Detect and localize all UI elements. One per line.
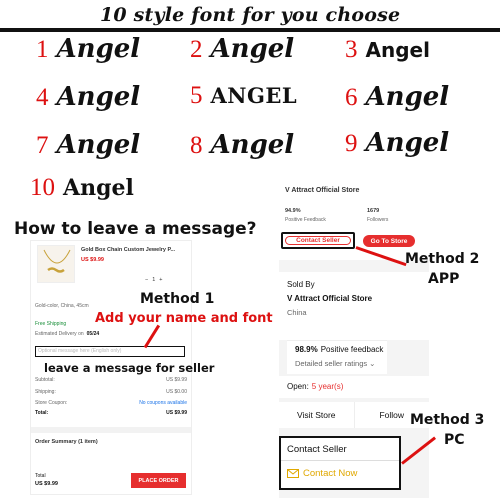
howto-title: How to leave a message? <box>14 219 257 239</box>
font-number: 5 <box>190 82 203 109</box>
open-value: 5 year(s) <box>311 382 344 391</box>
summary-total-value: US $9.99 <box>35 481 58 487</box>
font-sample-2 <box>190 34 294 64</box>
free-shipping: Free Shipping <box>35 321 67 327</box>
sold-by-name[interactable]: V Attract Official Store <box>287 294 373 303</box>
delivery-date: 05/24 <box>86 331 100 337</box>
font-name: ANGEL <box>210 83 298 108</box>
sold-by-card <box>279 272 429 340</box>
banner-title: 10 style font for you choose <box>100 4 401 26</box>
font-sample-7 <box>36 130 140 160</box>
coupon-value[interactable]: No coupons available <box>139 400 187 406</box>
sold-by-country: China <box>287 308 307 317</box>
font-number: 4 <box>36 84 49 111</box>
store-name[interactable]: V Attract Official Store <box>285 187 360 194</box>
font-sample-3 <box>345 36 430 64</box>
store-panel <box>279 180 429 498</box>
detailed-ratings-label: Detailed seller ratings <box>295 359 368 368</box>
font-number: 3 <box>345 36 358 63</box>
detailed-ratings[interactable] <box>295 359 375 368</box>
delivery-label: Estimated Delivery on <box>35 331 84 337</box>
store-actions <box>279 402 429 428</box>
divider <box>31 427 191 433</box>
font-sample-1 <box>36 34 140 64</box>
font-name: Angel <box>365 128 450 158</box>
font-name: Angel <box>210 34 295 64</box>
subtotal-label: Subtotal: <box>35 377 55 383</box>
contact-now-label: Contact Now <box>303 468 358 479</box>
subtotal-row <box>35 377 187 383</box>
leave-message-label: leave a message for seller <box>44 361 215 375</box>
minus-icon[interactable]: − <box>145 277 149 283</box>
font-name: Angel <box>210 130 295 160</box>
app-label: APP <box>428 271 460 287</box>
font-number: 10 <box>30 174 55 201</box>
envelope-icon <box>287 469 299 478</box>
contact-now-link[interactable] <box>287 468 357 479</box>
method2-label: Method 2 <box>405 251 480 267</box>
chevron-down-icon: ⌄ <box>369 359 376 368</box>
font-sample-9 <box>345 128 449 158</box>
method3-label: Method 3 <box>410 412 485 428</box>
open-row <box>279 376 429 398</box>
subtotal-value: US $9.99 <box>166 377 187 383</box>
font-sample-8 <box>190 130 294 160</box>
open-info <box>287 382 343 391</box>
sold-by-label: Sold By <box>287 280 315 289</box>
go-to-store-button[interactable]: Go To Store <box>363 235 415 247</box>
followers-label: Followers <box>367 217 389 223</box>
banner-underline <box>0 28 500 32</box>
font-number: 8 <box>190 132 203 159</box>
product-price: US $9.99 <box>81 257 104 263</box>
follow-button[interactable]: Follow <box>379 410 405 420</box>
contact-seller-button[interactable]: Contact Seller <box>285 236 351 245</box>
font-name: Angel <box>63 175 134 201</box>
store-header-card <box>279 180 429 260</box>
method1-label: Method 1 <box>140 291 215 307</box>
contact-now-box <box>279 436 401 490</box>
font-number: 9 <box>345 130 358 157</box>
font-sample-5 <box>190 82 297 110</box>
divider <box>281 460 399 461</box>
add-name-label: Add your name and font <box>95 311 273 326</box>
font-sample-4 <box>36 82 140 112</box>
order-summary-title: Order Summary (1 item) <box>35 439 98 445</box>
feedback-label: Positive Feedback <box>285 217 326 223</box>
variant-text: Gold-color, China, 45cm <box>35 303 89 309</box>
font-name: Angel <box>56 34 141 64</box>
place-order-button[interactable]: PLACE ORDER <box>131 473 186 488</box>
font-number: 7 <box>36 132 49 159</box>
font-sample-6 <box>345 82 449 112</box>
positive-feedback <box>295 345 383 354</box>
necklace-icon <box>38 246 76 284</box>
positive-label: Positive feedback <box>320 345 384 354</box>
ratings-box[interactable] <box>287 340 387 374</box>
feedback-pct: 94.9% <box>285 208 301 214</box>
font-sample-10 <box>30 174 134 202</box>
font-number: 6 <box>345 84 358 111</box>
banner <box>0 0 500 34</box>
font-name: Angel <box>365 82 450 112</box>
open-label: Open: <box>287 382 309 391</box>
coupon-row <box>35 400 187 406</box>
font-name: Angel <box>56 82 141 112</box>
positive-pct: 98.9% <box>295 345 318 354</box>
followers-count: 1679 <box>367 208 380 214</box>
contact-seller-pc-label: Contact Seller <box>287 444 347 455</box>
shipping-label: Shipping: <box>35 389 56 395</box>
font-number: 1 <box>36 36 49 63</box>
quantity-stepper[interactable] <box>145 277 163 283</box>
quantity-value: 1 <box>152 277 156 283</box>
total-label: Total: <box>35 410 49 416</box>
message-placeholder: Optional message here (English only) <box>38 348 122 354</box>
total-row <box>35 410 187 416</box>
total-value: US $9.99 <box>166 410 187 416</box>
product-title[interactable]: Gold Box Chain Custom Jewelry P... <box>81 247 176 253</box>
coupon-label: Store Coupon: <box>35 400 68 406</box>
shipping-row <box>35 389 187 395</box>
delivery-estimate <box>35 331 99 337</box>
font-number: 2 <box>190 36 203 63</box>
contact-seller-highlight <box>281 232 355 249</box>
font-name: Angel <box>365 38 430 62</box>
plus-icon[interactable]: + <box>159 277 163 283</box>
message-input[interactable] <box>35 346 185 357</box>
product-image <box>37 245 75 283</box>
shipping-value: US $0.00 <box>166 389 187 395</box>
summary-total-label: Total <box>35 473 46 479</box>
visit-store-button[interactable]: Visit Store <box>279 402 355 428</box>
pc-label: PC <box>444 432 465 448</box>
font-name: Angel <box>56 130 141 160</box>
